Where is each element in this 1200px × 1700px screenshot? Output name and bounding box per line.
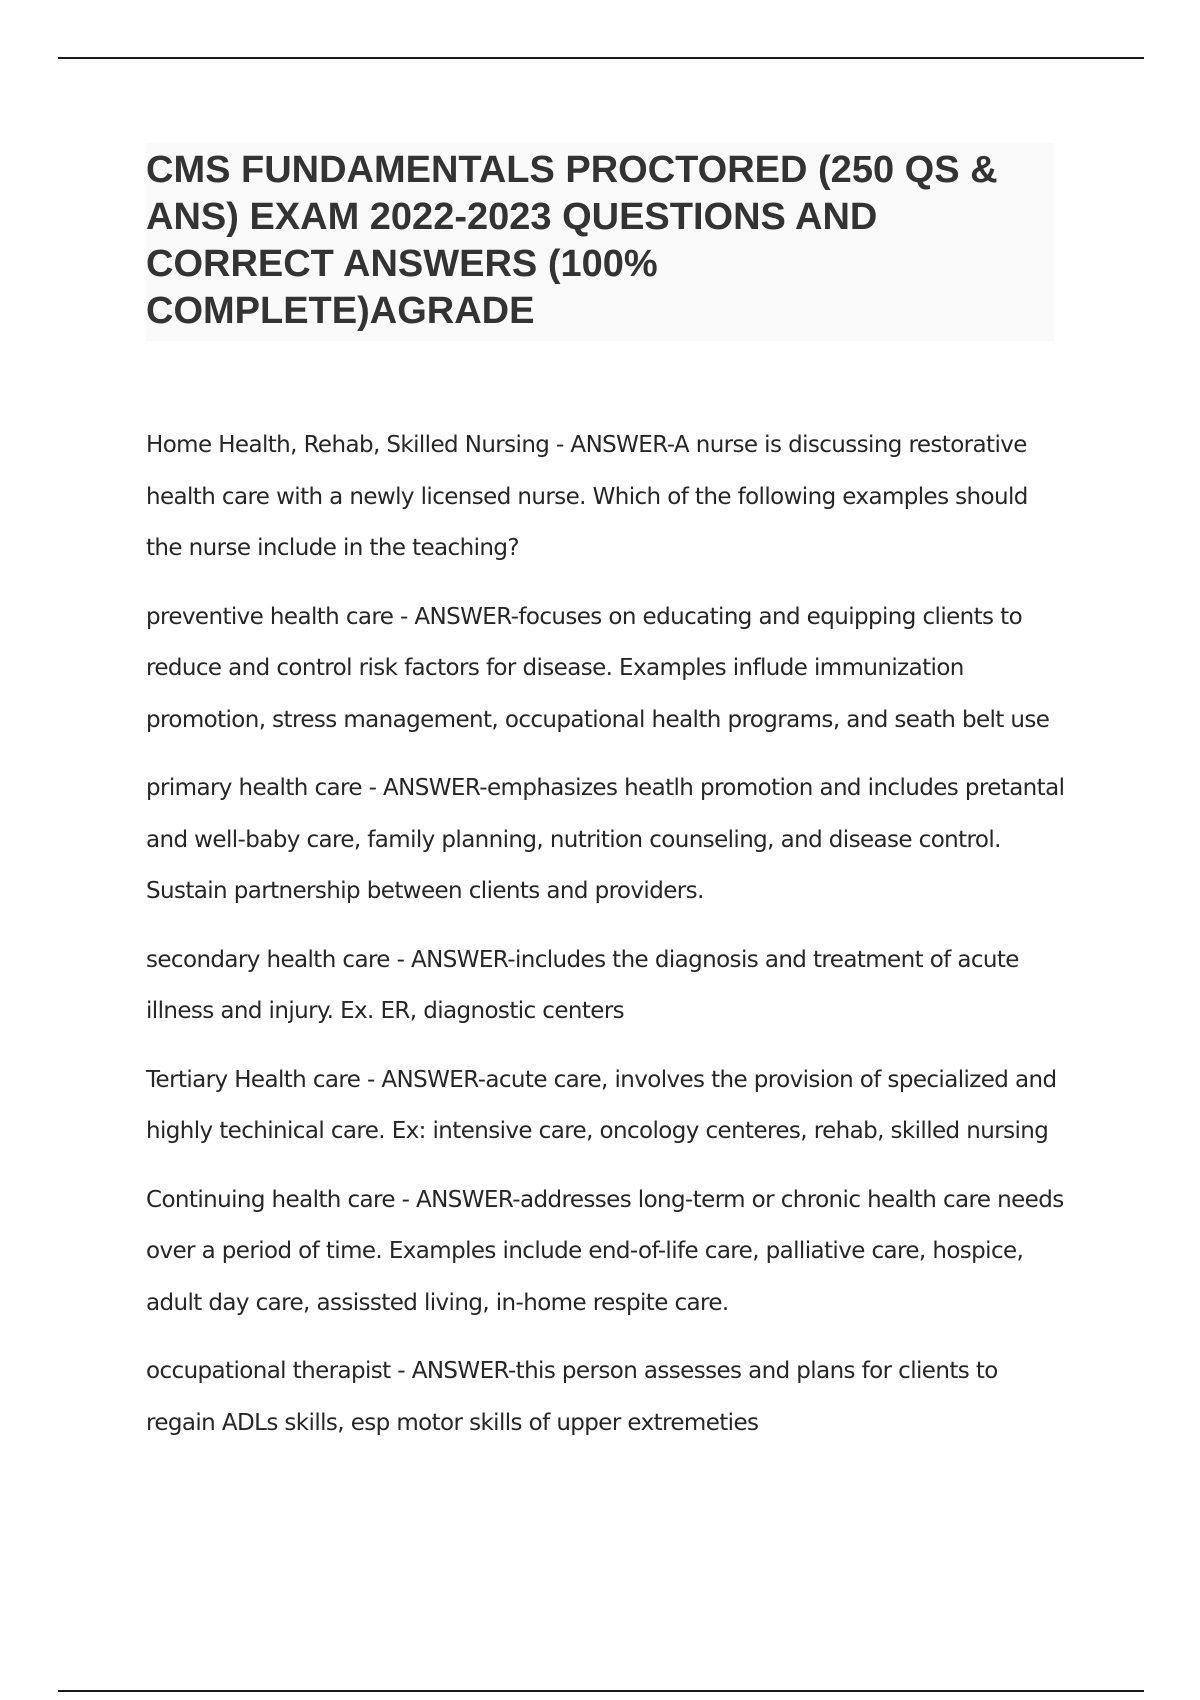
qa-entry-preventive: preventive health care - ANSWER-focuses on educating and equipping clients to reduce and control risk factors for disease. Examples influde immunization promotion, stress management, occupational health programs, and seath belt use — [146, 603, 1050, 733]
qa-entry-tertiary: Tertiary Health care - ANSWER-acute care, involves the provision of specialized and highly techinical care. Ex: intensive care, oncology centeres, rehab, skilled nursing — [146, 1066, 1057, 1144]
title-block — [146, 143, 1054, 341]
qa-entry-primary: primary health care - ANSWER-emphasizes heatlh promotion and includes pretantal and well-baby care, family planning, nutrition counseling, and disease control. Sustain partnership between clients and providers. — [146, 775, 1065, 904]
document-title: CMS FUNDAMENTALS PROCTORED (250 QS & ANS) EXAM 2022-2023 QUESTIONS AND CORRECT ANSWERS (100% COMPLETE)AGRADE — [146, 149, 998, 332]
qa-entry-occupational-therapist: occupational therapist - ANSWER-this person assesses and plans for clients to regain ADLs skills, esp motor skills of upper extremeties — [146, 1358, 998, 1436]
qa-entry-continuing: Continuing health care - ANSWER-addresses long-term or chronic health care needs over a period of time. Examples include end-of-life care, palliative care, hospice, adult day care, assissted living, in-home respite care. — [146, 1186, 1064, 1316]
bottom-rule — [58, 1690, 1144, 1692]
qa-list — [146, 420, 1066, 1466]
top-rule — [58, 57, 1144, 59]
qa-entry-secondary: secondary health care - ANSWER-includes the diagnosis and treatment of acute illness and injury. Ex. ER, diagnostic centers — [146, 946, 1019, 1024]
qa-entry-restorative: Home Health, Rehab, Skilled Nursing - ANSWER-A nurse is discussing restorative health care with a newly licensed nurse. Which of the following examples should the nurse include in the teaching? — [146, 432, 1028, 561]
